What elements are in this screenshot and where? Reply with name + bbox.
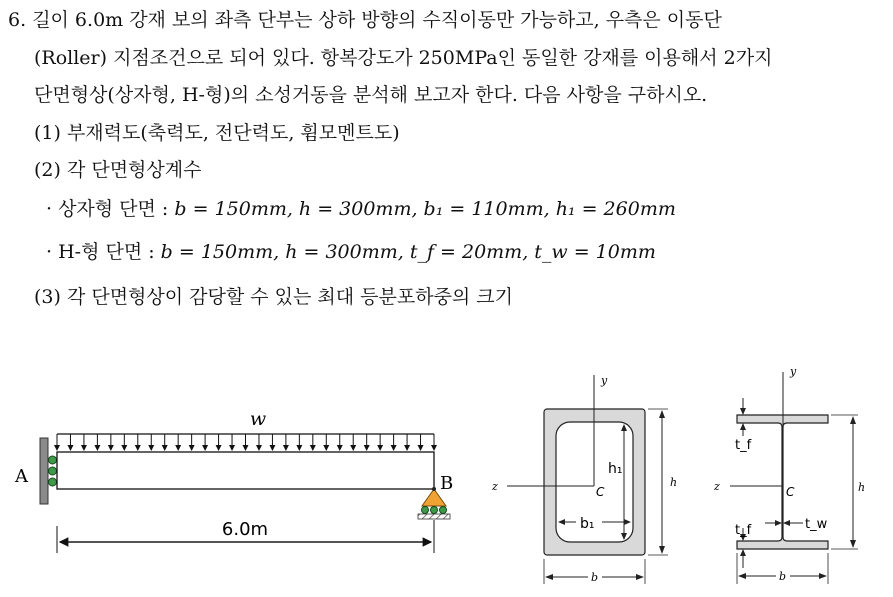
load-arrow-head — [67, 445, 73, 451]
box-section-label: · 상자형 단면 : — [46, 198, 169, 220]
box-width-label: b — [591, 571, 599, 584]
load-arrow-head — [256, 445, 262, 451]
load-arrow-head — [283, 445, 289, 451]
box-inner-width-label: b₁ — [580, 516, 595, 532]
problem-number: 6. — [8, 9, 27, 31]
load-arrow-head — [175, 445, 181, 451]
problem-line-2: (Roller) 지점조건으로 되어 있다. 항복강도가 250MPa인 동일한 강재를 이용해서 2가지 — [34, 47, 773, 69]
beam-diagram — [14, 408, 453, 553]
h-section-label: · H-형 단면 : — [46, 241, 155, 263]
load-label: w — [249, 408, 267, 430]
fixed-wall — [40, 438, 48, 504]
load-arrow-head — [216, 445, 222, 451]
load-arrow-head — [269, 445, 275, 451]
load-arrow-head — [431, 445, 437, 451]
problem-line-3: 단면형상(상자형, H-형)의 소성거동을 분석해 보고자 한다. 다음 사항을 구하시오. — [34, 84, 708, 106]
load-arrow-head — [391, 445, 397, 451]
question-2: (2) 각 단면형상계수 — [34, 159, 202, 181]
load-arrow-head — [310, 445, 316, 451]
load-arrow-head — [377, 445, 383, 451]
load-arrow-head — [296, 445, 302, 451]
h-web-label: t_w — [805, 517, 828, 532]
load-arrow-head — [350, 445, 356, 451]
box-section-diagram — [491, 374, 677, 584]
load-arrow-head — [121, 445, 127, 451]
load-arrow-head — [94, 445, 100, 451]
box-height-label: h — [670, 476, 678, 489]
load-arrow-head — [148, 445, 154, 451]
load-arrow-head — [229, 445, 235, 451]
load-arrow-head — [243, 445, 249, 451]
box-centroid: C — [596, 485, 605, 499]
load-arrow-head — [81, 445, 87, 451]
box-section-formula: b = 150mm, h = 300mm, b₁ = 110mm, h₁ = 260mm — [174, 198, 676, 220]
box-axis-z: z — [492, 480, 498, 493]
h-section-diagram — [713, 365, 865, 584]
h-axis-y: y — [790, 365, 797, 378]
question-3: (3) 각 단면형상이 감당할 수 있는 최대 등분포하중의 크기 — [34, 286, 514, 308]
beam — [57, 452, 434, 489]
span-label: 6.0m — [221, 519, 269, 540]
h-flange-top-label: t_f — [735, 438, 752, 453]
h-section-formula: b = 150mm, h = 300mm, t_f = 20mm, t_w = 10mm — [160, 241, 656, 263]
support-a-label: A — [15, 466, 28, 487]
load-arrow-head — [202, 445, 208, 451]
load-arrow-head — [189, 445, 195, 451]
load-arrow-head — [162, 445, 168, 451]
slider-rollers-a — [49, 456, 57, 486]
problem-text-1: 길이 6.0m 강재 보의 좌측 단부는 상하 방향의 수직이동만 가능하고, 우측은 이동단 — [32, 9, 722, 31]
question-1: (1) 부재력도(축력도, 전단력도, 휨모멘트도) — [34, 122, 400, 144]
h-flange-bottom-label: t_f — [735, 523, 752, 538]
load-arrow-head — [364, 445, 370, 451]
load-arrow-head — [323, 445, 329, 451]
load-arrow-head — [418, 445, 424, 451]
load-arrow-head — [54, 445, 60, 451]
h-height-label: h — [858, 481, 866, 494]
load-arrow-head — [337, 445, 343, 451]
load-arrows — [54, 434, 437, 451]
load-arrow-head — [404, 445, 410, 451]
box-inner-height-label: h₁ — [608, 461, 623, 477]
support-b-label: B — [440, 473, 454, 494]
h-width-label: b — [779, 570, 787, 583]
h-axis-z: z — [714, 480, 720, 493]
load-arrow-head — [108, 445, 114, 451]
h-centroid: C — [786, 485, 795, 499]
box-axis-y: y — [601, 374, 608, 387]
load-arrow-head — [135, 445, 141, 451]
